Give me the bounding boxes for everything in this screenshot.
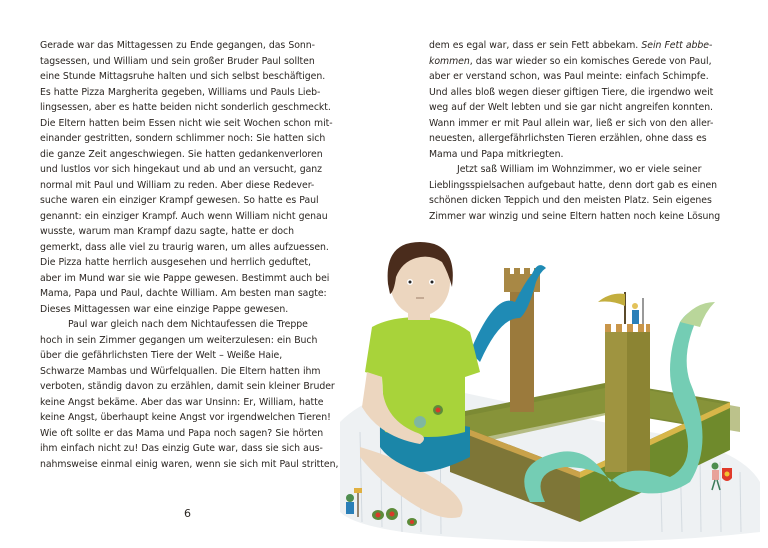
paragraph-2: [40, 317, 340, 472]
text-line: weg auf der Welt lebten und sie gar nicht angreifen konnten.: [429, 102, 713, 113]
text-run: , das war wieder so ein komisches Gerede von Paul,: [469, 55, 712, 67]
text-line: keine Angst, überhaupt keine Angst vor irgendwelchen Tieren!: [40, 412, 331, 423]
text-run: dem es egal war, dass er sein Fett abbekam.: [429, 40, 642, 51]
italic-phrase: Sein Fett abbe-: [641, 40, 713, 51]
text-line: einander gestritten, sondern schlimmer noch: Sie hatten sich: [40, 133, 326, 144]
text-line: aber er verstand schon, was Paul meinte: einfach Schimpfe.: [429, 71, 709, 82]
text-line: eine Stunde Mittagsruhe halten und sich selbst beschäftigen.: [40, 71, 326, 82]
text-line: keine Angst bekäme. Aber das war Unsinn: Er, William, hatte: [40, 396, 324, 408]
text-line: Gerade war das Mittagessen zu Ende gegangen, das Sonn-: [40, 40, 315, 51]
text-line: ihm einfach nicht zu! Das einzig Gute war, dass sie sich aus-: [40, 443, 323, 454]
text-line: die ganze Zeit angeschwiegen. Sie hatten gedankenverloren: [40, 148, 323, 160]
text-line: suche waren ein einziger Krampf gewesen. So hatte es Paul: [40, 195, 319, 206]
text-line: Schwarze Mambas und Würfelquallen. Die Eltern hatten ihm: [40, 365, 321, 377]
text-line: über die gefährlichsten Tiere der Welt – Weiße Haie,: [40, 350, 283, 361]
text-line: Es hatte Pizza Margherita gegeben, Williams und Pauls Lieb-: [40, 86, 321, 98]
text-line: Die Pizza hatte herrlich ausgesehen und herrlich geduftet,: [40, 257, 311, 268]
text-line: verboten, ständig davon zu erzählen, damit sein kleiner Bruder: [40, 381, 335, 392]
text-line: Die Eltern hatten beim Essen nicht wie seit Wochen schon mit-: [40, 117, 333, 129]
text-line: Wann immer er mit Paul allein war, ließ er sich von den aller-: [429, 117, 714, 129]
text-line: tagsessen, und William und sein großer Bruder Paul sollten: [40, 55, 315, 67]
text-line: Wie oft sollte er das Mama und Papa noch sagen? Sie hörten: [40, 427, 324, 439]
text-line: Mama, Papa und Paul, dachte William. Am besten man sagte:: [40, 288, 327, 299]
text-line: Und alles bloß wegen dieser giftigen Tiere, die irgendwo weit: [429, 86, 714, 98]
text-line: schönen dicken Teppich und den meisten Platz. Sein eigenes: [429, 195, 712, 206]
illustration: [320, 232, 768, 548]
text-line: und lustlos vor sich hingekaut und ab und an versucht, ganz: [40, 164, 322, 175]
text-line: hoch in sein Zimmer gegangen um weiterzulesen: ein Buch: [40, 334, 318, 346]
text-line: Mama und Papa mitkriegten.: [429, 148, 564, 160]
text-line: wusste, warum man Krampf dazu sagte, hatte er doch: [40, 226, 294, 237]
left-page-text: [40, 38, 340, 472]
text-line: normal mit Paul und William zu reden. Aber diese Redever-: [40, 179, 315, 191]
text-line: Dieses Mittagessen war eine einzige Pappe gewesen.: [40, 303, 289, 315]
text-line: neuesten, allergefährlichsten Tieren erzählen, ohne dass es: [429, 133, 707, 144]
text-line: lingsessen, aber es hatte beiden nicht sonderlich geschmeckt.: [40, 102, 331, 113]
text-line: genannt: ein einziger Krampf. Auch wenn William nicht genau: [40, 210, 328, 222]
right-page-text: [429, 38, 734, 224]
text-line: aber im Mund war sie wie Pappe gewesen. Bestimmt auch bei: [40, 272, 330, 284]
text-line: Jetzt saß William im Wohnzimmer, wo er viele seiner: [457, 164, 702, 175]
text-line: Paul war gleich nach dem Nichtaufessen die Treppe: [68, 319, 308, 330]
text-line: Zimmer war winzig und seine Eltern hatten noch keine Lösung: [429, 210, 721, 222]
paragraph-1: [40, 38, 340, 317]
text-line: gemerkt, dass alle viel zu traurig waren, um alles aufzuessen.: [40, 241, 329, 253]
text-line: [429, 38, 734, 54]
italic-phrase: kommen: [429, 55, 470, 67]
text-line: [429, 54, 734, 70]
text-line: nahmsweise einmal einig waren, wenn sie sich mit Paul stritten,: [40, 458, 339, 470]
text-line: Lieblingsspielsachen aufgebaut hatte, denn dort gab es einen: [429, 179, 718, 191]
page-number: 6: [184, 507, 191, 520]
